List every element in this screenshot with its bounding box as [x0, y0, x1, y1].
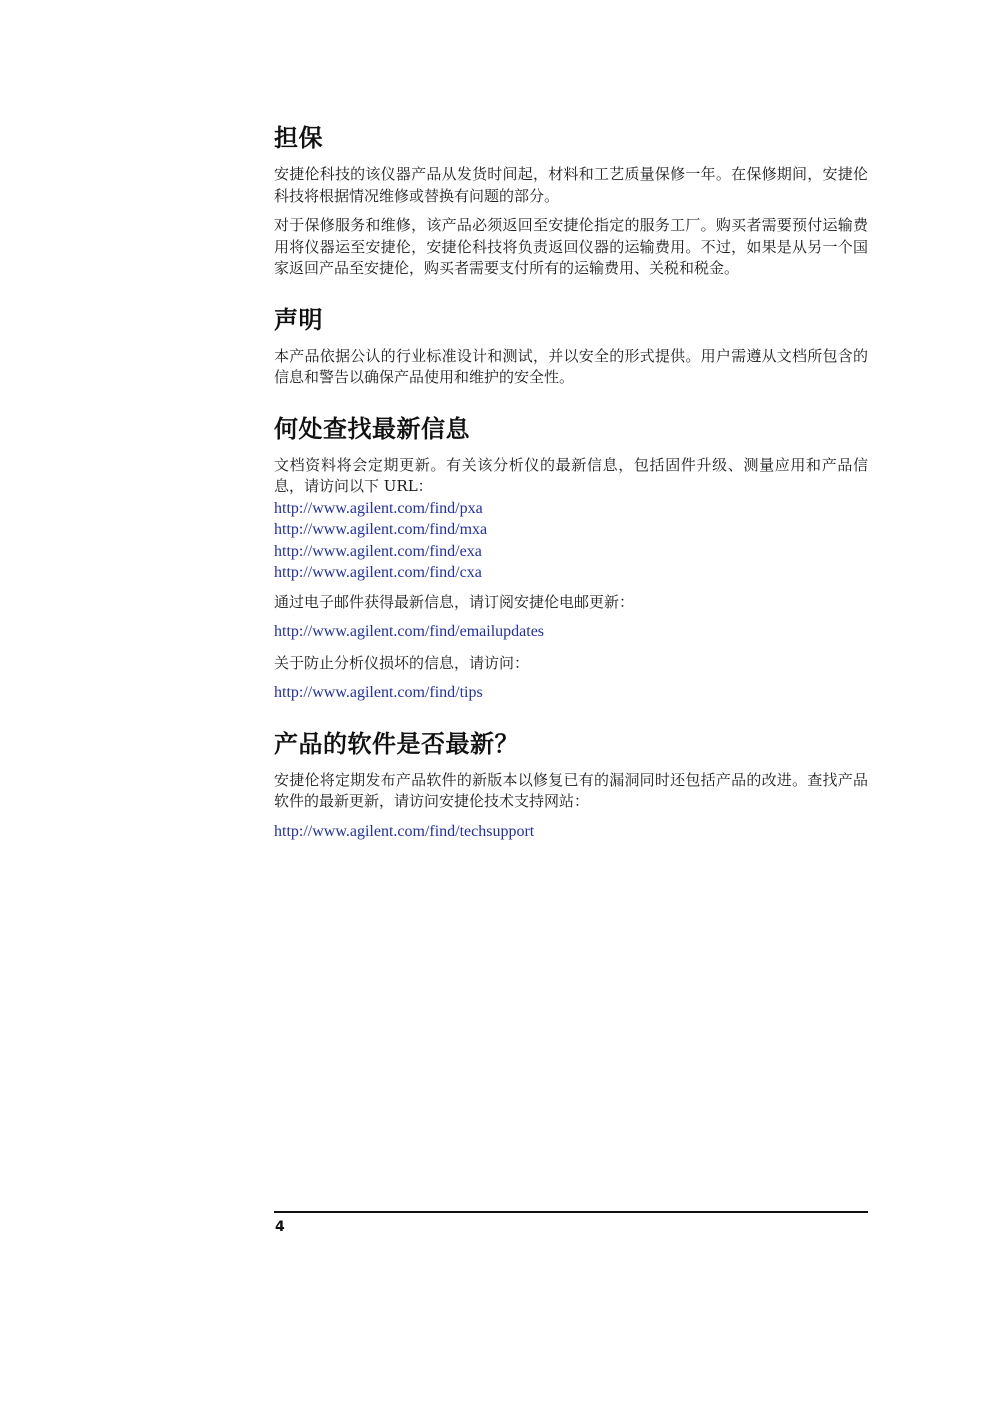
statement-paragraph: 本产品依据公认的行业标准设计和测试，并以安全的形式提供。用户需遵从文档所包含的信息和警告以确保产品使用和维护的安全性。: [274, 346, 868, 386]
latest-info-section: [274, 413, 868, 704]
page-content: [274, 122, 868, 852]
link-mxa[interactable]: http://www.agilent.com/find/mxa: [274, 521, 488, 538]
statement-section: [274, 304, 868, 389]
software-heading: 产品的软件是否最新？: [274, 729, 519, 758]
warranty-paragraph-1: 安捷伦科技的该仪器产品从发货时间起，材料和工艺质量保修一年。在保修期间，安捷伦科技将根据情况维修或替换有问题的部分。: [274, 165, 868, 205]
warranty-paragraph-2: 对于保修服务和维修，该产品必须返回至安捷伦指定的服务工厂。购买者需要预付运输费用将仪器运至安捷伦，安捷伦科技将负责返回仪器的运输费用。不过，如果是从另一个国家返回产品至安捷伦，购买者需要支付所有的运输费用、关税和税金。: [274, 216, 868, 277]
link-cxa[interactable]: http://www.agilent.com/find/cxa: [274, 564, 482, 581]
warranty-heading: 担保: [274, 124, 323, 152]
latest-info-heading: 何处查找最新信息: [274, 414, 470, 443]
software-paragraph: 安捷伦将定期发布产品软件的新版本以修复已有的漏洞同时还包括产品的改进。查找产品软件的最新更新，请访问安捷伦技术支持网站：: [274, 770, 868, 810]
link-pxa[interactable]: http://www.agilent.com/find/pxa: [274, 499, 483, 517]
statement-heading: 声明: [274, 305, 323, 334]
link-exa[interactable]: http://www.agilent.com/find/exa: [274, 542, 482, 560]
product-links: [274, 498, 868, 584]
link-email-updates[interactable]: http://www.agilent.com/find/emailupdates: [274, 623, 545, 640]
link-techsupport[interactable]: http://www.agilent.com/find/techsupport: [274, 822, 535, 840]
footer-divider: [274, 1211, 868, 1213]
link-tips[interactable]: http://www.agilent.com/find/tips: [274, 684, 483, 701]
email-updates-text: 通过电子邮件获得最新信息，请订阅安捷伦电邮更新：: [274, 592, 635, 611]
page-number: 4: [275, 1219, 285, 1235]
software-section: [274, 728, 868, 843]
warranty-section: [274, 122, 868, 280]
tips-text: 关于防止分析仪损坏的信息，请访问：: [274, 653, 530, 672]
latest-info-intro: 文档资料将会定期更新。有关该分析仪的最新信息，包括固件升级、测量应用和产品信息，请访问以下 URL：: [274, 455, 868, 495]
